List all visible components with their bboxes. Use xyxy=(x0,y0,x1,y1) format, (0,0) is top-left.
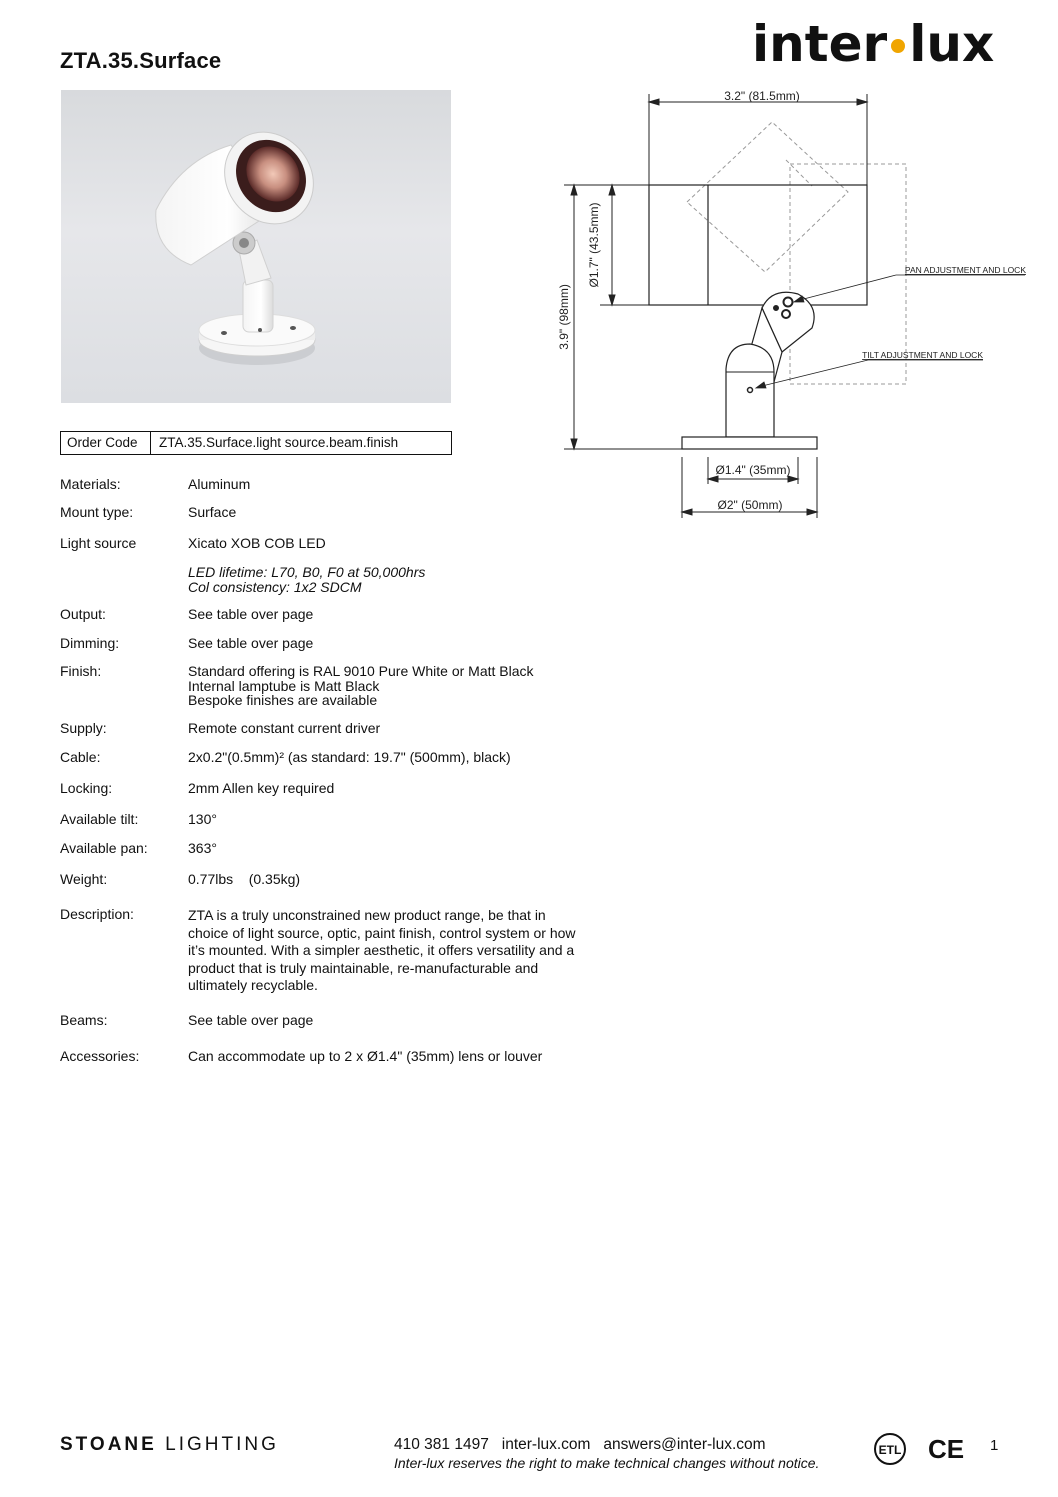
spec-label: Supply: xyxy=(60,720,107,736)
spec-label: Weight: xyxy=(60,871,108,887)
pan-leader xyxy=(794,275,1025,302)
tilt-outline xyxy=(687,122,906,384)
spec-value: 130° xyxy=(188,811,217,827)
spec-value: Xicato XOB COB LED xyxy=(188,535,326,551)
email-link[interactable]: answers@inter-lux.com xyxy=(603,1436,766,1453)
spec-label: Cable: xyxy=(60,749,101,765)
diameter-dim-text: Ø1.7" (43.5mm) xyxy=(587,202,601,288)
spec-value: 2x0.2"(0.5mm)² (as standard: 19.7" (500mm), black) xyxy=(188,749,511,765)
inter-lux-logo xyxy=(752,14,1032,74)
tilt-label: TILT ADJUSTMENT AND LOCK xyxy=(862,350,983,360)
spec-value: 2mm Allen key required xyxy=(188,780,335,796)
website-link[interactable]: inter-lux.com xyxy=(501,1436,591,1453)
phone-number: 410 381 1497 xyxy=(394,1436,489,1453)
etl-cert-icon xyxy=(872,1432,912,1466)
spec-label: Description: xyxy=(60,906,134,922)
height-dimension xyxy=(564,185,682,449)
width-dimension xyxy=(649,94,867,185)
spec-label: Materials: xyxy=(60,476,121,492)
disclaimer: Inter-lux reserves the right to make technical changes without notice. xyxy=(394,1455,820,1471)
logo-dot xyxy=(891,39,905,53)
order-code-value: ZTA.35.Surface.light source.beam.finish xyxy=(159,435,399,450)
stoane-lighting-brand xyxy=(60,1434,279,1456)
page-title: ZTA.35.Surface xyxy=(60,48,222,73)
svg-text:ETL: ETL xyxy=(878,1443,902,1457)
base-plate xyxy=(682,437,817,449)
spec-value: LED lifetime: L70, B0, F0 at 50,000hrs Col consistency: 1x2 SDCM xyxy=(188,564,426,595)
height-dim-text: 3.9" (98mm) xyxy=(557,284,571,350)
spec-value: 363° xyxy=(188,840,217,856)
spec-value: Remote constant current driver xyxy=(188,720,381,736)
fixture-illustration xyxy=(61,90,451,403)
spec-value: 0.77lbs (0.35kg) xyxy=(188,871,301,887)
spec-label: Available pan: xyxy=(60,840,148,856)
page-number: 1 xyxy=(990,1437,999,1454)
logo-text-right: lux xyxy=(909,15,995,73)
product-photo xyxy=(61,90,451,403)
spec-label: Dimming: xyxy=(60,635,120,651)
spec-label: Finish: xyxy=(60,663,102,679)
spec-label: Output: xyxy=(60,606,106,622)
spec-value: ZTA is a truly unconstrained new product range, be that in choice of light source, optic, paint finish, control system or how it’s mounted. With a simpler aesthetic, it offers versatility and a product that is truly maintainable, re-manufacturable and ultimately recyclable. xyxy=(188,907,576,993)
order-code-label: Order Code xyxy=(61,432,151,454)
spec-value: See table over page xyxy=(188,635,314,651)
base-outer-dim-text: Ø2" (50mm) xyxy=(717,498,783,512)
spec-label: Mount type: xyxy=(60,504,134,520)
spec-label: Light source xyxy=(60,535,137,551)
base-inner-dim-text: Ø1.4" (35mm) xyxy=(715,463,791,477)
width-dim-text: 3.2" (81.5mm) xyxy=(724,89,800,103)
svg-text:CE: CE xyxy=(928,1434,965,1464)
ce-mark-icon xyxy=(928,1432,968,1466)
diameter-dimension xyxy=(600,185,649,305)
technical-drawing xyxy=(550,82,1040,532)
spec-value: Aluminum xyxy=(188,476,251,492)
brand-bold: STOANE xyxy=(60,1434,157,1455)
logo-text-left: inter xyxy=(752,15,888,73)
stem xyxy=(726,344,774,437)
order-code-table xyxy=(60,431,452,455)
pan-label: PAN ADJUSTMENT AND LOCK xyxy=(904,265,1026,275)
fixture-body xyxy=(649,185,867,305)
spec-value: See table over page xyxy=(188,606,314,622)
spec-value: Surface xyxy=(188,504,237,520)
spec-label: Locking: xyxy=(60,780,113,796)
spec-value: Standard offering is RAL 9010 Pure White or Matt Black Internal lamptube is Matt Black Bespoke finishes are available xyxy=(188,663,534,708)
spec-label: Beams: xyxy=(60,1012,108,1028)
spec-label: Accessories: xyxy=(60,1048,140,1064)
spec-value: Can accommodate up to 2 x Ø1.4" (35mm) lens or louver xyxy=(188,1048,543,1064)
spec-label: Available tilt: xyxy=(60,811,139,827)
brand-light: LIGHTING xyxy=(165,1434,279,1455)
contact-line xyxy=(394,1436,766,1454)
spec-value: See table over page xyxy=(188,1012,314,1028)
